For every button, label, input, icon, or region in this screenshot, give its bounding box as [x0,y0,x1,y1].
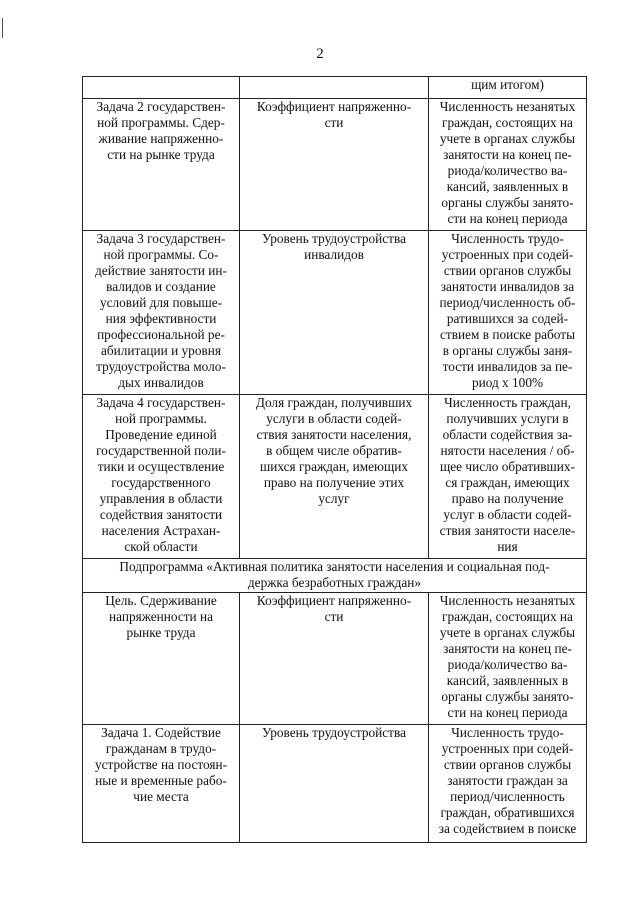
table-cell-indicator [240,77,429,99]
margin-mark [2,18,3,38]
table-cell-formula: Численность незанятых граждан, состоящих на учете в органах службы занятости на конец пе- риода/количество ва- кансий, заявленных в органы службы занято- сти на конец периода [429,99,587,231]
table-cell-formula: Численность незанятых граждан, состоящих на учете в органах службы занятости на конец пе- риода/количество ва- кансий, заявленных в органы службы занято- сти на конец периода [429,593,587,725]
table-row-subprogram [83,559,587,593]
indicators-table [82,76,587,843]
table-row [83,725,587,843]
table-cell-task: Задача 1. Содействие гражданам в трудо- устройстве на постоян- ные и временные рабо- чие места [83,725,240,843]
table-cell-indicator: Уровень трудоустройства [240,725,429,843]
page-number: 2 [316,46,324,62]
table-row [83,593,587,725]
table-cell-indicator: Коэффициент напряженно- сти [240,593,429,725]
table-row [83,395,587,559]
table-cell-formula: Численность трудо- устроенных при содей- ствии органов службы занятости инвалидов за период/численность об- ратившихся за содей- ствием в поиске работы в органы службы заня- тости инвалидов за пе- риод х 100% [429,231,587,395]
table-cell-task [83,77,240,99]
table-cell-formula: Численность граждан, получивших услуги в области содействия за- нятости населения / об- щее число обративших- ся граждан, имеющих право на получение услуг в области содей- ствия занятости населе- ния [429,395,587,559]
table-cell-indicator: Коэффициент напряженно- сти [240,99,429,231]
table-cell-indicator: Уровень трудоустройства инвалидов [240,231,429,395]
subprogram-heading: Подпрограмма «Активная политика занятости населения и социальная под- держка безработных граждан» [83,559,587,593]
table-row [83,231,587,395]
table-cell-task: Задача 3 государствен- ной программы. Со- действие занятости ин- валидов и создание условий для повыше- ния эффективности профессиональной ре- абилитации и уровня трудоустройства моло- дых инвалидов [83,231,240,395]
table-cell-formula: Численность трудо- устроенных при содей- ствии органов службы занятости граждан за период/численность граждан, обратившихся за содействием в поиске [429,725,587,843]
table-row [83,99,587,231]
table-cell-task: Задача 4 государствен- ной программы. Проведение единой государственной поли- тики и осуществление государственного управления в области содействия занятости населения Астрахан- ской области [83,395,240,559]
table-cell-formula: щим итогом) [429,77,587,99]
table-row [83,77,587,99]
table-cell-task: Задача 2 государствен- ной программы. Сдер- живание напряженно- сти на рынке труда [83,99,240,231]
table-cell-task: Цель. Сдерживание напряженности на рынке труда [83,593,240,725]
table-cell-indicator: Доля граждан, получивших услуги в области содей- ствия занятости населения, в общем числе обратив- шихся граждан, имеющих право на получение этих услуг [240,395,429,559]
